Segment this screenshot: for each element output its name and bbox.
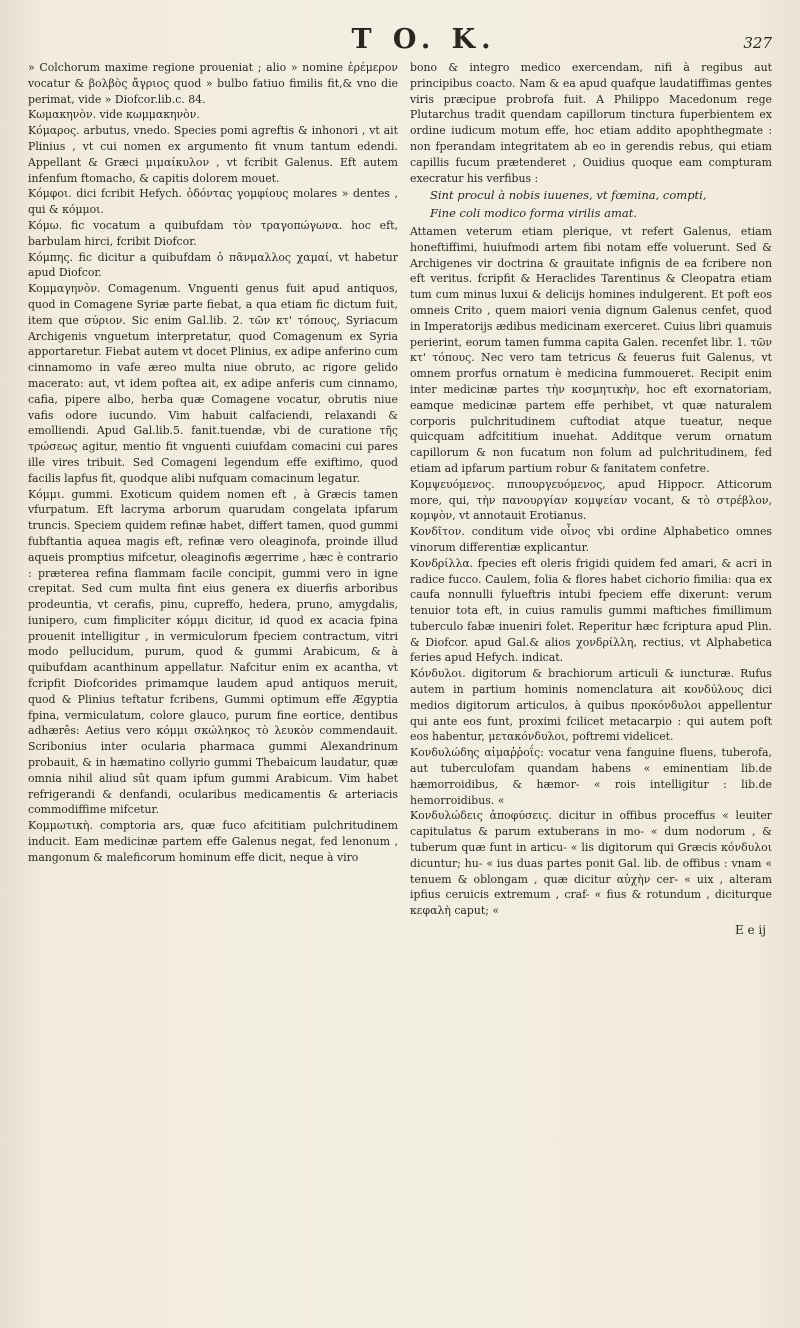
entry: bono & integro medico exercendam, nifi à regibus aut principibus coacto. Nam & ea apud quafque laudatiffimas gentes viris præcipue probrofa fuit. A Philippo Macedonum rege Plutarchus tradit quendam capillorum tinctura fuperbientem ex ordine iudicum motum effe, hoc etiam addito apophthegmate : non fperandam integritatem ab eo in gerendis rebus, qui etiam capillis fucum prætenderet , Ouidius quoque eam compturam execratur his verfibus : bbox=[410, 61, 772, 185]
verse-line: Sint procul à nobis iuuenes, vt fœmina, compti, bbox=[430, 188, 707, 203]
entry: Κόμαρος. arbutus, vnedo. Species pomi agreftis & inhonori , vt ait Plinius , vt cui nomen ex argumento fit vnum tantum edendi. Appellant & Græci μιμαίκυλον , vt fcribit Galenus. Eft autem infenfum ftomacho, & capitis dolorem mouet. bbox=[28, 124, 398, 185]
entry: » Colchorum maxime regione proueniat ; alio » nomine ἐρέμερον vocatur & βολβὸς ἄγριος quod » bulbo fatiuo fimilis fit,& vno die perimat, vide » Diofcor.lib.c. 84. bbox=[28, 61, 398, 106]
entry: Κόμπης. fic dicitur a quibufdam ὁ πᾶνμαλλος χαμαί, vt habetur apud Diofcor. bbox=[28, 250, 398, 280]
entry: Κονδυλώδεις ἀποφύσεις. dicitur in offibus proceffus « leuiter capitulatus & parum extuberans in mo- « dum nodorum , & tuberum quæ funt in articu- « lis digitorum qui Græcis κόνδυλοι dicuntur; hu- « ius duas partes ponit Gal. lib. de offibus : vnam « tenuem & oblongam , quæ dicitur αὐχὴν cer- « uix , alteram ipfius ceruicis extremum , craf- « fius & rotundum , diciturque κεφαλὴ caput; « bbox=[410, 809, 772, 918]
verse-line: Fine coli modico forma virilis amat. bbox=[430, 206, 638, 221]
running-head: T O. K. bbox=[351, 24, 497, 55]
entry: Κωμακηνὸν. vide κωμμακηνὸν. bbox=[28, 108, 200, 122]
entry: Κονδρίλλα. fpecies eft oleris frigidi quidem fed amari, & acri in radice fucco. Caulem, folia & flores habet cichorio fimilia: qua ex caufa nonnulli fylueftris intubi fpeciem effe dixerunt: verum tenuior tota eft, in cuius ramulis gummi maftiches fimillimum tuberculo fabæ inueniri folet. Reperitur hæc fcriptura apud Plin. & Diofcor. apud Gal.& alios χονδρίλλη, rectius, vt Alphabetica feries apud Hefych. indicat. bbox=[410, 556, 772, 665]
entry: Κόμω. fic vocatum a quibufdam τὸν τραγοπώγωνα. hoc eft, barbulam hirci, fcribit Diofcor. bbox=[28, 218, 398, 248]
left-column bbox=[28, 60, 398, 1310]
page-number: 327 bbox=[743, 34, 772, 52]
entry: Κονδυλώδης αἱμαῤῥοΐς: vocatur vena fanguine fluens, tuberofa, aut tuberculofam quandam habens « eminentiam lib.de hæmorroidibus, & hæmor- « rois intelligitur : lib.de hemorroidibus. « bbox=[410, 746, 772, 807]
entry: Κομμαγηνὸν. Comagenum. Vnguenti genus fuit apud antiquos, quod in Comagene Syriæ parte fiebat, a qua etiam fic dictum fuit, item que σύριον. Sic enim Gal.lib. 2. τῶν κτ' τόπους, Syriacum Archigenis vnguetum interpretatur, quod Comagenum ex Syria apportaretur. Fiebat autem vt docet Plinius, ex adipe anferino cum cinnamomo in vafe æreo multa niue obruto, ac rigore gelido macerato: aut, vt idem poftea ait, ex adipe anferis cum cinnamo, cafia, pipere albo, herba quæ Comagene vocatur, obrutis niue vafis odore iucundo. Vim habuit calfaciendi, relaxandi & emolliendi. Apud Gal.lib.5. fanit.tuendæ, vbi de curatione τῆς τρώσεως agitur, mentio fit vnguenti cuiufdam comacini cui pares ille vires tribuit. Sed Comageni legendum effe exiftimo, quod facilis lapfus fit, quodque alibi nufquam comacinum legatur. bbox=[28, 282, 398, 485]
entry: Κόμφοι. dici fcribit Hefych. ὀδόντας γομφίους molares » dentes , qui & κόμμοι. bbox=[28, 187, 398, 217]
entry: Κόμμι. gummi. Exoticum quidem nomen eft , à Græcis tamen vfurpatum. Eft lacryma arborum quarudam congelata ipfarum truncis. Speciem quidem refinæ habet, differt tamen, quod gummi fubftantia aquea magis eft, refinæ vero oleaginofa, proinde illud aqueis promptius mifcetur, oleaginofis ægerrime , hæc è contrario : præterea refina flammam facile concipit, gummi vero in igne crepitat. Sed cum multa fint eius genera ex diuerfis arboribus prodeuntia, vt cerafis, pinu, cupreffo, hedera, pruno, amygdalis, iunipero, cum fimpliciter κόμμι dicitur, id quod ex acacia fpina prouenit intelligitur , in vermiculorum fpeciem contractum, vitri modo pellucidum, purum, quod & gummi Arabicum, & à quibufdam acanthinum appellatur. Nafcitur enim ex acantha, vt fcripfit Diofcorides primamque laudem apud antiquos meruit, quod & Plinius teftatur fcribens, Gummi optimum effe Ægyptia fpina, vermiculatum, colore glauco, purum fine eortice, dentibus adhærês: Aetius vero κόμμι σκώληκος τὸ λευκὸν commendauit. Scribonius inter ocularia pharmaca gummi Alexandrinum probauit, & in hæmatino collyrio gummi Thebaicum laudatur, quæ omnia nihil aliud sût quam ipfum gummi Arabicum. Vim habet refrigerandi & denfandi, ocularibus medicamentis & arteriacis commodiffime mifcetur. bbox=[28, 487, 398, 817]
entry: Attamen veterum etiam plerique, vt refert Galenus, etiam honeftiffimi, huiufmodi artem fibi notam effe voluerunt. Sed & Archigenes vir doctrina & grauitate infignis de ea fcribere non eft veritus. fcripfit & Heraclides Tarentinus & Cleopatra etiam tum cum minus luxui & delicijs homines indulgerent. Et poft eos omneis Crito , quem maiori venia dignum Galenus cenfet, quod in Imperatorijs ædibus medicinam exerceret. Cuius libri quamuis perierint, eorum tamen fumma capita Galen. recenfet libr. 1. τῶν κτ' τόπους. Nec vero tam tetricus & feuerus fuit Galenus, vt omnem prorfus ornatum è medicina fummoueret. Recipit enim inter medicinæ partes τὴν κοσμητικὴν, hoc eft exornatoriam, eamque medicinæ partem effe perhibet, vt quæ naturalem corporis pulchritudinem cuftodiat atque tueatur, neque quicquam adfcititium inuehat. Additque verum ornatum capillorum & non fucatum non folum ad pulchritudinem, fed etiam ad ipfarum partium robur & fanitatem confetre. bbox=[410, 224, 772, 475]
signature-mark: E e ij bbox=[734, 923, 766, 938]
page-header bbox=[70, 24, 778, 58]
entry: Κόνδυλοι. digitorum & brachiorum articuli & iuncturæ. Rufus autem in partium hominis nomenclatura ait κονδύλους dici medios digitorum articulos, à quibus προκόνδυλοι appellentur qui ante eos funt, proximi fcilicet metacarpio : qui autem poft eos habentur, μετακόνδυλοι, poftremi videlicet. bbox=[410, 667, 772, 744]
entry: Κομμωτικὴ. comptoria ars, quæ fuco afcititiam pulchritudinem inducit. Eam medicinæ partem effe Galenus negat, fed lenonum , mangonum & maleficorum hominum effe dicit, neque à viro bbox=[28, 819, 398, 864]
entry: Κονδῖτον. conditum vide οἶνος vbi ordine Alphabetico omnes vinorum differentiæ explicantur. bbox=[410, 525, 772, 554]
entry: Κομψευόμενος. πιπουργευόμενος, apud Hippocr. Atticorum more, qui, τὴν πανουργίαν κομψείαν vocant, & τὸ στρέβλον, κομψὸν, vt annotauit Erotianus. bbox=[410, 477, 772, 523]
right-column bbox=[410, 60, 772, 1310]
